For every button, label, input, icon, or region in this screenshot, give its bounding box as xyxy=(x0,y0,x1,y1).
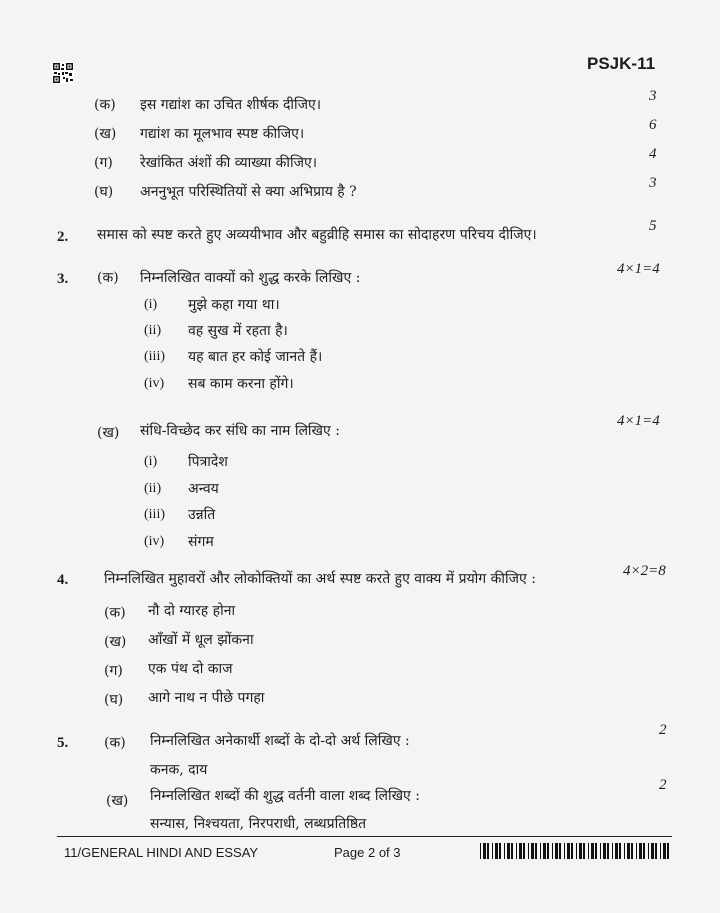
subquestion-label: (क) xyxy=(97,270,119,286)
item-label: (ग) xyxy=(104,663,123,679)
q1-part-label: (ख) xyxy=(94,126,117,142)
marks: 2 xyxy=(659,722,667,738)
q1-part-label: (क) xyxy=(94,97,116,113)
subquestion-label: (क) xyxy=(104,735,126,751)
question-number: 2. xyxy=(57,229,69,245)
marks: 4×2=8 xyxy=(623,563,666,579)
item-text: पित्रादेश xyxy=(188,454,228,470)
q1-part-text: रेखांकित अंशों की व्याख्या कीजिए। xyxy=(140,155,318,171)
item-text: मुझे कहा गया था। xyxy=(188,297,280,313)
item-label: (ख) xyxy=(104,634,127,650)
question-number: 3. xyxy=(57,271,69,287)
question-text: समास को स्पष्ट करते हुए अव्ययीभाव और बहुव्रीहि समास का सोदाहरण परिचय दीजिए। xyxy=(97,227,537,243)
word-list: सन्यास, निश्चयता, निरपराधी, लब्धप्रतिष्ठित xyxy=(150,816,367,832)
qr-code-icon xyxy=(52,62,74,84)
item-text: आँखों में धूल झोंकना xyxy=(148,632,254,648)
item-roman: (iv) xyxy=(144,376,165,391)
item-text: वह सुख में रहता है। xyxy=(188,323,288,339)
item-text: यह बात हर कोई जानते हैं। xyxy=(188,349,323,365)
page-number: Page 2 of 3 xyxy=(334,845,401,860)
footer-divider xyxy=(57,836,672,837)
item-roman: (ii) xyxy=(144,481,162,496)
item-text: सब काम करना होंगे। xyxy=(188,376,294,392)
item-text: नौ दो ग्यारह होना xyxy=(148,603,236,619)
subquestion-text: संधि-विच्छेद कर संधि का नाम लिखिए : xyxy=(140,423,340,439)
barcode-icon xyxy=(480,843,672,859)
question-number: 5. xyxy=(57,735,69,751)
question-number: 4. xyxy=(57,572,69,588)
item-label: (क) xyxy=(104,605,126,621)
marks: 2 xyxy=(659,777,667,793)
marks: 3 xyxy=(649,175,657,191)
q1-part-text: गद्यांश का मूलभाव स्पष्ट कीजिए। xyxy=(140,126,305,142)
marks: 3 xyxy=(649,88,657,104)
item-label: (घ) xyxy=(104,692,124,708)
paper-title: 11/GENERAL HINDI AND ESSAY xyxy=(64,845,259,860)
subquestion-text: निम्नलिखित शब्दों की शुद्ध वर्तनी वाला शब्द लिखिए : xyxy=(150,788,420,804)
marks: 6 xyxy=(649,117,657,133)
item-roman: (iii) xyxy=(144,507,165,522)
marks: 4×1=4 xyxy=(617,413,660,429)
q1-part-text: अननुभूत परिस्थितियों से क्या अभिप्राय है ? xyxy=(140,184,357,200)
item-roman: (i) xyxy=(144,297,158,312)
item-roman: (ii) xyxy=(144,323,162,338)
question-text: निम्नलिखित मुहावरों और लोकोक्तियों का अर्थ स्पष्ट करते हुए वाक्य में प्रयोग कीजिए : xyxy=(104,571,536,587)
item-text: आगे नाथ न पीछे पगहा xyxy=(148,690,265,706)
subquestion-label: (ख) xyxy=(97,425,120,441)
subquestion-text: निम्नलिखित अनेकार्थी शब्दों के दो-दो अर्थ लिखिए : xyxy=(150,733,410,749)
q1-part-label: (घ) xyxy=(94,184,114,200)
paper-code: PSJK-11 xyxy=(587,54,656,73)
item-text: अन्वय xyxy=(188,481,219,497)
marks: 5 xyxy=(649,218,657,234)
item-roman: (iii) xyxy=(144,349,165,364)
q1-part-label: (ग) xyxy=(94,155,113,171)
item-roman: (i) xyxy=(144,454,158,469)
marks: 4×1=4 xyxy=(617,261,660,277)
word-list: कनक, दाय xyxy=(150,762,208,778)
item-roman: (iv) xyxy=(144,534,165,549)
subquestion-text: निम्नलिखित वाक्यों को शुद्ध करके लिखिए : xyxy=(140,270,361,286)
q1-part-text: इस गद्यांश का उचित शीर्षक दीजिए। xyxy=(140,97,322,113)
item-text: उन्नति xyxy=(188,507,216,523)
item-text: संगम xyxy=(188,534,214,550)
subquestion-label: (ख) xyxy=(106,793,129,809)
marks: 4 xyxy=(649,146,657,162)
item-text: एक पंथ दो काज xyxy=(148,661,233,677)
